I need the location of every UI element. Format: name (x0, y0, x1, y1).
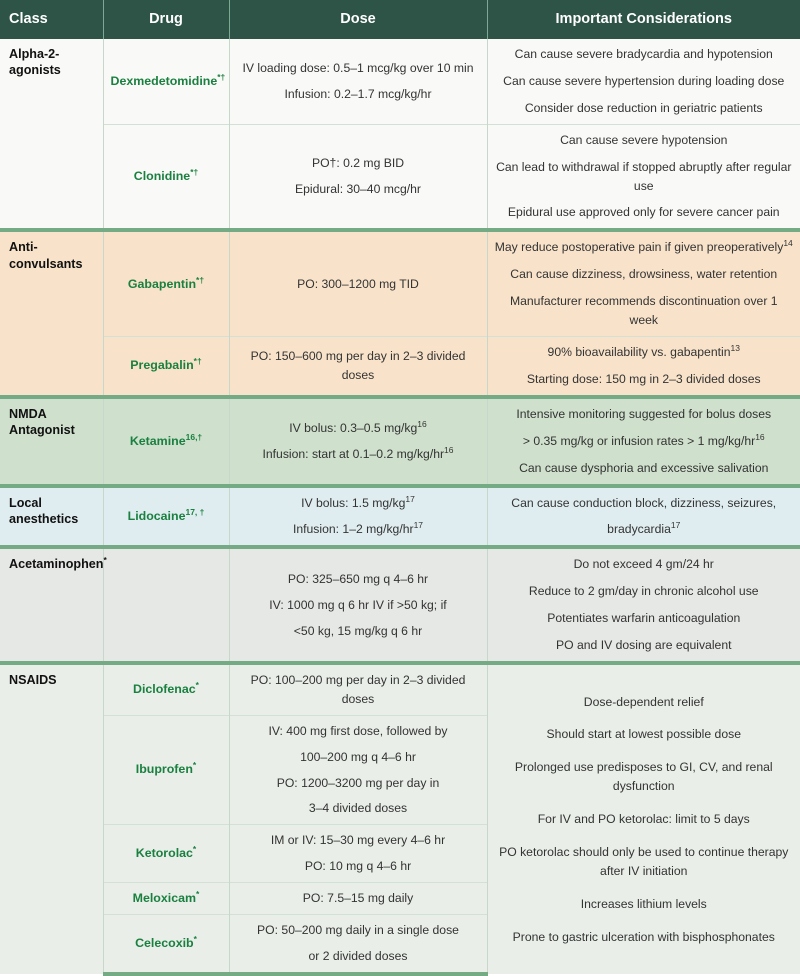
text-line: PO: 7.5–15 mg daily (302, 891, 414, 906)
drug-name-cell: Clonidine*† (103, 124, 229, 230)
text-line: 100–200 mg q 4–6 hr (300, 749, 416, 764)
column-header-considerations: Important Considerations (487, 0, 800, 39)
drug-name-cell (103, 547, 229, 663)
drug-class-cell (0, 663, 103, 974)
text-line: IV loading dose: 0.5–1 mcg/kg over 10 min (242, 60, 474, 75)
text-line: Infusion: 1–2 $mg/kg/hr^{17}$ (292, 519, 424, 536)
text-line: For IV and PO ketorolac: limit to 5 days (537, 812, 750, 827)
text-line: PO†: 0.2 mg BID (311, 156, 405, 171)
class-label-line: Alpha-2-agonists (9, 47, 61, 78)
dose-cell (229, 715, 487, 825)
text-line: Starting dose: 150 mg in 2–3 divided doses (526, 371, 761, 386)
column-header-class: Class (0, 0, 103, 39)
text-line: Can cause severe hypotension (560, 132, 728, 147)
class-label-line: NSAIDS (9, 672, 57, 687)
text-line: Can cause dizziness, drowsiness, water retention (510, 267, 778, 282)
text-line: Can cause severe bradycardia and hypotension (514, 47, 773, 61)
considerations-cell (487, 663, 800, 974)
text-line: Consider dose reduction in geriatric patients (524, 100, 763, 115)
text-line: <50 kg, 15 mg/kg q 6 hr (293, 623, 423, 638)
class-label-line: convulsants (9, 256, 83, 271)
header-row (0, 0, 800, 39)
column-header-drug: Drug (103, 0, 229, 39)
dose-cell (229, 825, 487, 883)
dose-cell (229, 397, 487, 486)
text-line: PO: 150–600 mg per day in 2–3 divided doses (250, 348, 466, 382)
text-line: Manufacturer recommends discontinuation over 1 week (509, 294, 778, 328)
dose-cell (229, 915, 487, 974)
dose-cell (229, 336, 487, 396)
text-line: IV bolus: 0.3–0.5 $mg/kg^{16}$ (289, 418, 427, 435)
dose-cell (229, 124, 487, 230)
table-row (0, 547, 800, 663)
drug-name-cell: Gabapentin*† (103, 230, 229, 336)
considerations-cell (487, 397, 800, 486)
drug-name-cell: Ibuprofen* (103, 715, 229, 825)
drug-name-cell: Ketorolac* (103, 825, 229, 883)
table-row (0, 336, 800, 396)
class-label-line: Local (9, 495, 42, 510)
dose-cell (229, 230, 487, 336)
table-row (0, 663, 800, 715)
dose-cell (229, 663, 487, 715)
table-row (0, 397, 800, 486)
class-label-line: Antagonist (9, 423, 75, 438)
table-row (0, 486, 800, 548)
drug-class-cell (0, 547, 107, 663)
text-line: > 0.35 mg/kg or infusion rates > 1 $mg/kg/hr^{16}$ (522, 431, 765, 448)
drug-name-cell: Pregabalin*† (103, 336, 229, 396)
text-line: or 2 divided doses (308, 949, 408, 964)
drug-name-cell: Ketamine$^{16,\dagger}$ (103, 397, 229, 486)
text-line: bradycardia$^{17}$ (607, 520, 681, 537)
class-label-line: anesthetics (9, 511, 79, 526)
drug-name-cell: Dexmedetomidine*† (103, 39, 229, 124)
text-line: Dose-dependent relief (583, 694, 704, 709)
considerations-cell (487, 39, 800, 124)
text-line: Infusion: start at 0.1–0.2 $mg/kg/hr^{16}$ (262, 444, 454, 461)
considerations-cell (487, 486, 800, 548)
dose-cell (229, 883, 487, 915)
drug-class-cell (0, 39, 103, 230)
drug-name-cell: Diclofenac* (103, 663, 229, 715)
text-line: Potentiates warfarin anticoagulation (547, 611, 741, 626)
table-row (0, 124, 800, 230)
dose-cell (229, 39, 487, 124)
text-line: PO: 10 mg q 4–6 hr (304, 859, 412, 874)
text-line: PO: 100–200 mg per day in 2–3 divided doses (250, 672, 466, 706)
text-line: 3–4 divided doses (308, 801, 408, 816)
text-line: IM or IV: 15–30 mg every 4–6 hr (270, 833, 446, 848)
text-line: IV bolus: 1.5 $mg/kg^{17}$ (301, 493, 415, 510)
text-line: Reduce to 2 gm/day in chronic alcohol use (528, 584, 759, 599)
text-line: May reduce postoperative pain if given preoperatively$^{14}$ (494, 238, 793, 255)
table-row (0, 39, 800, 124)
text-line: Prolonged use predisposes to GI, CV, and renal dysfunction (514, 760, 773, 794)
dose-cell (229, 547, 487, 663)
text-line: Can cause conduction block, dizziness, seizures, (511, 495, 777, 510)
drug-class-cell (0, 230, 103, 396)
text-line: Can cause severe hypertension during loading dose (503, 73, 785, 88)
text-line: Epidural: 30–40 mcg/hr (294, 182, 421, 197)
text-line: PO: 300–1200 mg TID (297, 276, 419, 291)
text-line: Epidural use approved only for severe cancer pain (507, 205, 780, 220)
text-line: PO and IV dosing are equivalent (556, 638, 732, 653)
table-header (0, 0, 800, 39)
drug-name-cell: Celecoxib* (103, 915, 229, 974)
column-header-dose: Dose (229, 0, 487, 39)
text-line: PO: 50–200 mg daily in a single dose (257, 923, 459, 938)
table-body (0, 39, 800, 974)
class-label-line: Anti- (9, 240, 38, 255)
text-line: IV: 400 mg first dose, followed by (268, 723, 448, 738)
considerations-cell (487, 547, 800, 663)
considerations-cell (487, 336, 800, 396)
drug-name-cell: Lidocaine$^{17, \dagger}$ (103, 486, 229, 548)
text-line: 90% bioavailability vs. gabapentin$^{13}$ (547, 342, 740, 359)
text-line: Increases lithium levels (580, 896, 707, 911)
considerations-cell (487, 124, 800, 230)
text-line: PO: 325–650 mg q 4–6 hr (287, 571, 429, 586)
text-line: Can lead to withdrawal if stopped abruptly after regular use (496, 159, 792, 193)
text-line: Do not exceed 4 gm/24 hr (573, 557, 714, 572)
drug-class-cell (0, 397, 103, 486)
table-row (0, 230, 800, 336)
text-line: Prone to gastric ulceration with bisphosphonates (512, 929, 775, 944)
text-line: IV: 1000 mg q 6 hr IV if >50 kg; if (269, 597, 447, 612)
class-label-line: Acetaminophen* (9, 555, 107, 572)
text-line: Intensive monitoring suggested for bolus doses (516, 406, 772, 421)
text-line: PO ketorolac should only be used to continue therapy after IV initiation (499, 845, 789, 878)
class-label-line: NMDA (9, 406, 47, 421)
text-line: Can cause dysphoria and excessive salivation (519, 460, 769, 475)
text-line: Should start at lowest possible dose (546, 727, 741, 742)
text-line: Infusion: 0.2–1.7 mcg/kg/hr (284, 86, 432, 101)
drug-name-cell: Meloxicam* (103, 883, 229, 915)
considerations-cell (487, 230, 800, 336)
text-line: PO: 1200–3200 mg per day in (276, 775, 440, 790)
dose-cell (229, 486, 487, 548)
drug-class-cell (0, 486, 103, 548)
